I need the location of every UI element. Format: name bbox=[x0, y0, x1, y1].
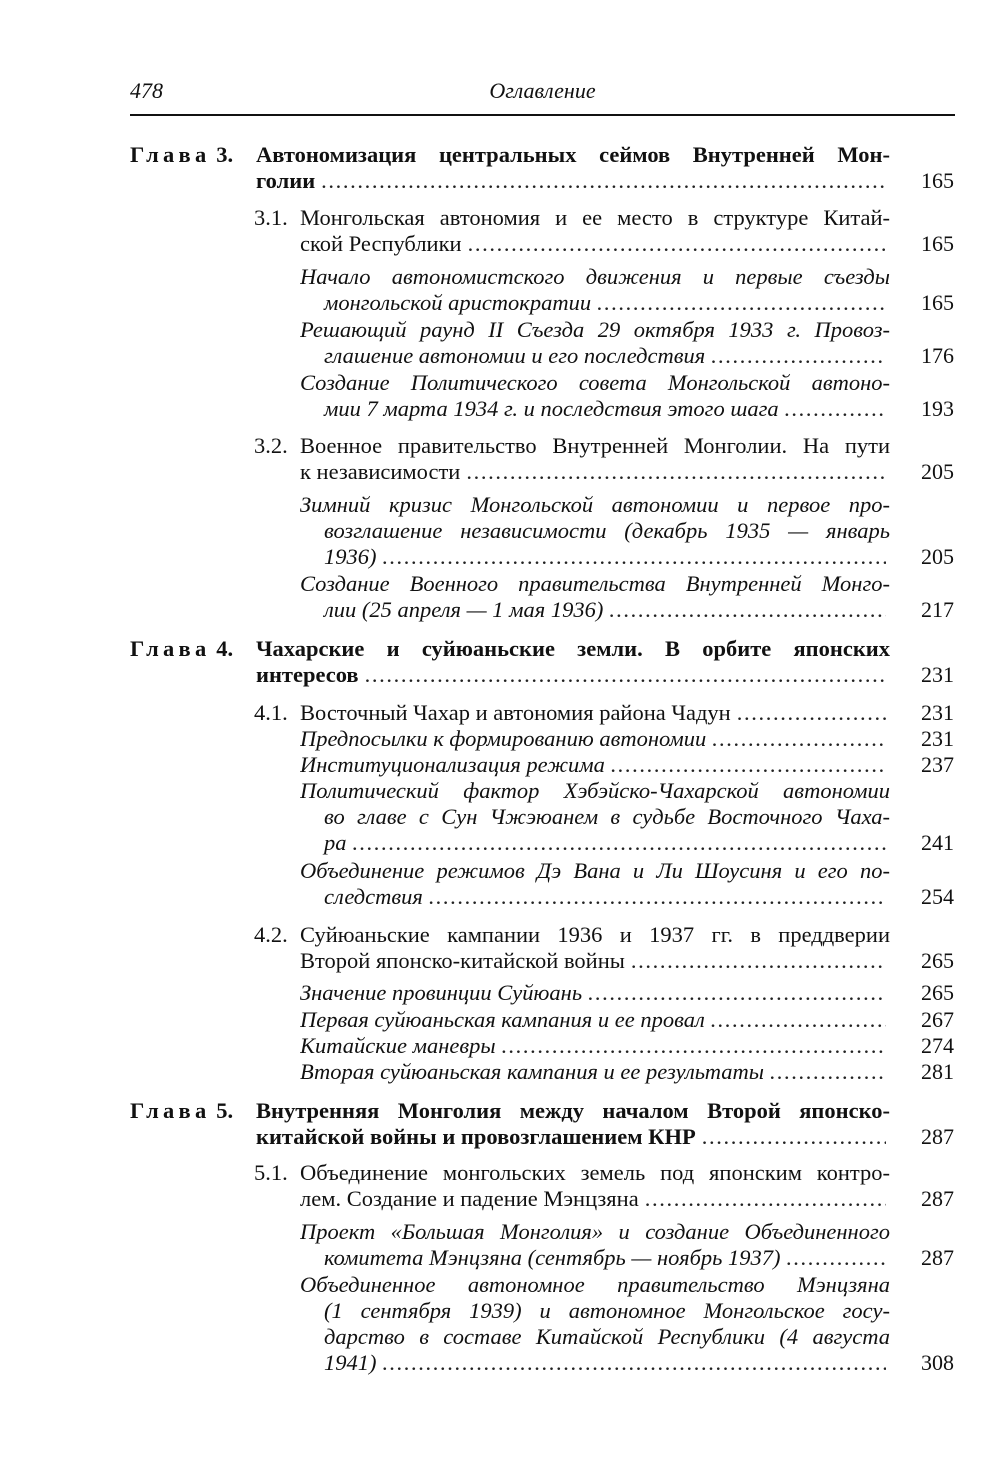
dot-leader bbox=[712, 726, 886, 752]
dot-leader bbox=[711, 343, 886, 369]
toc-subsection bbox=[0, 858, 954, 910]
toc-title bbox=[300, 370, 890, 422]
title-line: Автономизация центральных сеймов Внутренней Мон- bbox=[256, 142, 890, 167]
entry-number: 5.1. bbox=[254, 1160, 288, 1185]
toc-chapter bbox=[0, 1098, 954, 1150]
title-line bbox=[256, 168, 890, 194]
dot-leader bbox=[785, 396, 886, 422]
page-ref: 308 bbox=[921, 1350, 954, 1375]
page-ref: 241 bbox=[921, 830, 954, 855]
page-ref: 231 bbox=[921, 726, 954, 751]
toc-subsection bbox=[0, 752, 954, 778]
toc-title bbox=[256, 1098, 890, 1150]
title-line-text: китайской войны и провозглашением КНР bbox=[256, 1124, 696, 1149]
toc-title bbox=[300, 922, 890, 974]
toc-title bbox=[300, 205, 890, 257]
title-line: Чахарские и суйюаньские земли. В орбите японских bbox=[256, 636, 890, 661]
toc-subsection bbox=[0, 1272, 954, 1376]
dot-leader bbox=[702, 1124, 886, 1150]
toc-subsection bbox=[0, 317, 954, 369]
title-line bbox=[300, 1186, 890, 1212]
title-line bbox=[300, 980, 890, 1006]
title-line: Суйюаньские кампании 1936 и 1937 гг. в преддверии bbox=[300, 922, 890, 947]
title-line-text: комитета Мэнцзяна (сентябрь — ноябрь 1937) bbox=[324, 1245, 781, 1270]
running-title: Оглавление bbox=[489, 78, 596, 103]
dot-leader bbox=[770, 1059, 886, 1085]
title-line: Внутренняя Монголия между началом Второй японско- bbox=[256, 1098, 890, 1123]
title-line-text: Предпосылки к формированию автономии bbox=[300, 726, 707, 751]
chapter-label: Глава bbox=[130, 636, 211, 661]
title-line: Зимний кризис Монгольской автономии и первое про- bbox=[300, 492, 890, 517]
entry-number: 4.2. bbox=[254, 922, 288, 947]
title-line bbox=[300, 1059, 890, 1085]
toc-title bbox=[300, 492, 890, 570]
title-line bbox=[300, 726, 890, 752]
dot-leader bbox=[429, 884, 886, 910]
title-line: (1 сентября 1939) и автономное Монгольское госу- bbox=[324, 1298, 890, 1323]
toc-title bbox=[300, 1007, 890, 1033]
toc-subsection bbox=[0, 492, 954, 570]
toc-subsection bbox=[0, 980, 954, 1006]
title-line bbox=[300, 459, 890, 485]
entry-number: 4. bbox=[216, 636, 234, 661]
toc-subsection bbox=[0, 1007, 954, 1033]
title-line bbox=[256, 1124, 890, 1150]
toc-title bbox=[256, 636, 890, 688]
entry-number: 3.1. bbox=[254, 205, 288, 230]
toc-subsection bbox=[0, 264, 954, 316]
chapter-label: Глава bbox=[130, 142, 211, 167]
chapter-label: Глава bbox=[130, 1098, 211, 1123]
page-ref: 176 bbox=[921, 343, 954, 368]
title-line-text: Восточный Чахар и автономия района Чадун bbox=[300, 700, 731, 725]
dot-leader bbox=[502, 1033, 886, 1059]
page-ref: 217 bbox=[921, 597, 954, 622]
page-ref: 267 bbox=[921, 1007, 954, 1032]
toc-title bbox=[300, 1219, 890, 1271]
title-line-text: ра bbox=[324, 830, 347, 855]
title-line bbox=[300, 544, 890, 570]
title-line-text: 1941) bbox=[324, 1350, 377, 1375]
title-line: Монгольская автономия и ее место в структуре Китай- bbox=[300, 205, 890, 230]
dot-leader bbox=[711, 1007, 886, 1033]
title-line-text: Институционализация режима bbox=[300, 752, 605, 777]
title-line: Военное правительство Внутренней Монголии. На пути bbox=[300, 433, 890, 458]
toc-title bbox=[300, 571, 890, 623]
title-line bbox=[300, 884, 890, 910]
title-line bbox=[256, 662, 890, 688]
page-ref: 274 bbox=[921, 1033, 954, 1058]
dot-leader bbox=[645, 1186, 886, 1212]
toc-title bbox=[300, 1059, 890, 1085]
toc-section bbox=[0, 922, 954, 974]
title-line bbox=[300, 752, 890, 778]
dot-leader bbox=[787, 1245, 886, 1271]
title-line: Объединенное автономное правительство Мэнцзяна bbox=[300, 1272, 890, 1297]
toc-title bbox=[256, 142, 890, 194]
toc-title bbox=[300, 752, 890, 778]
toc-title bbox=[300, 778, 890, 856]
title-line: Объединение монгольских земель под японским контро- bbox=[300, 1160, 890, 1185]
title-line: дарство в составе Китайской Республики (4 августа bbox=[324, 1324, 890, 1349]
page-ref: 287 bbox=[921, 1245, 954, 1270]
toc-chapter bbox=[0, 142, 954, 194]
page-ref: 231 bbox=[921, 662, 954, 687]
dot-leader bbox=[597, 290, 886, 316]
toc-title bbox=[300, 980, 890, 1006]
toc-section bbox=[0, 433, 954, 485]
dot-leader bbox=[466, 459, 886, 485]
title-line: Начало автономистского движения и первые съезды bbox=[300, 264, 890, 289]
toc-subsection bbox=[0, 1059, 954, 1085]
title-line bbox=[300, 948, 890, 974]
page-ref: 165 bbox=[921, 168, 954, 193]
title-line bbox=[300, 1350, 890, 1376]
page-ref: 205 bbox=[921, 459, 954, 484]
title-line-text: ской Республики bbox=[300, 231, 462, 256]
entry-number: 3. bbox=[216, 142, 234, 167]
toc-title bbox=[300, 264, 890, 316]
dot-leader bbox=[609, 597, 886, 623]
toc-title bbox=[300, 858, 890, 910]
dot-leader bbox=[321, 168, 886, 194]
title-line: Проект «Большая Монголия» и создание Объединенного bbox=[300, 1219, 890, 1244]
title-line bbox=[300, 343, 890, 369]
dot-leader bbox=[383, 544, 887, 570]
title-line: Создание Политического совета Монгольской автоно- bbox=[300, 370, 890, 395]
page-ref: 287 bbox=[921, 1124, 954, 1149]
title-line-text: Первая суйюаньская кампания и ее провал bbox=[300, 1007, 705, 1032]
dot-leader bbox=[383, 1350, 887, 1376]
toc-subsection bbox=[0, 1219, 954, 1271]
title-line: возглашение независимости (декабрь 1935 — январь bbox=[324, 518, 890, 543]
title-line: Объединение режимов Дэ Вана и Ли Шоусиня и его по- bbox=[300, 858, 890, 883]
dot-leader bbox=[468, 231, 886, 257]
toc-number bbox=[130, 142, 248, 168]
page-ref: 281 bbox=[921, 1059, 954, 1084]
page-number: 478 bbox=[130, 78, 163, 103]
page-header bbox=[130, 78, 955, 116]
page-ref: 193 bbox=[921, 396, 954, 421]
dot-leader bbox=[365, 662, 886, 688]
page-ref: 265 bbox=[921, 948, 954, 973]
page-ref: 231 bbox=[921, 700, 954, 725]
title-line: Решающий раунд II Съезда 29 октября 1933 г. Провоз- bbox=[300, 317, 890, 342]
toc-subsection bbox=[0, 1033, 954, 1059]
title-line bbox=[300, 1007, 890, 1033]
title-line-text: к независимости bbox=[300, 459, 461, 484]
entry-number: 4.1. bbox=[254, 700, 288, 725]
title-line-text: следствия bbox=[324, 884, 423, 909]
title-line-text: глашение автономии и его последствия bbox=[324, 343, 706, 368]
title-line-text: интересов bbox=[256, 662, 359, 687]
toc-subsection bbox=[0, 778, 954, 856]
title-line bbox=[300, 290, 890, 316]
toc-title bbox=[300, 700, 890, 726]
page-ref: 237 bbox=[921, 752, 954, 777]
title-line: Политический фактор Хэбэйско-Чахарской автономии bbox=[300, 778, 890, 803]
toc-section bbox=[0, 205, 954, 257]
toc-subsection bbox=[0, 726, 954, 752]
title-line-text: Вторая суйюаньская кампания и ее результаты bbox=[300, 1059, 764, 1084]
toc-title bbox=[300, 317, 890, 369]
page-ref: 254 bbox=[921, 884, 954, 909]
toc-title bbox=[300, 433, 890, 485]
page-ref: 205 bbox=[921, 544, 954, 569]
page-ref: 265 bbox=[921, 980, 954, 1005]
toc-section bbox=[0, 1160, 954, 1212]
title-line-text: монгольской аристократии bbox=[324, 290, 592, 315]
title-line-text: Второй японско-китайской войны bbox=[300, 948, 625, 973]
toc-title bbox=[300, 726, 890, 752]
title-line-text: Китайские маневры bbox=[300, 1033, 496, 1058]
toc-subsection bbox=[0, 571, 954, 623]
title-line-text: лем. Создание и падение Мэнцзяна bbox=[300, 1186, 639, 1211]
title-line bbox=[300, 1245, 890, 1271]
dot-leader bbox=[631, 948, 886, 974]
toc-subsection bbox=[0, 370, 954, 422]
toc-title bbox=[300, 1033, 890, 1059]
dot-leader bbox=[737, 700, 886, 726]
toc-section bbox=[0, 700, 954, 726]
title-line bbox=[300, 700, 890, 726]
title-line-text: голии bbox=[256, 168, 316, 193]
title-line: во главе с Сун Чжэюанем в судьбе Восточного Чаха- bbox=[324, 804, 890, 829]
toc-title bbox=[300, 1272, 890, 1376]
title-line bbox=[300, 597, 890, 623]
title-line-text: 1936) bbox=[324, 544, 377, 569]
title-line bbox=[300, 396, 890, 422]
title-line-text: лии (25 апреля — 1 мая 1936) bbox=[324, 597, 604, 622]
dot-leader bbox=[588, 980, 886, 1006]
toc-number bbox=[130, 636, 248, 662]
toc-number bbox=[130, 1098, 248, 1124]
title-line-text: Значение провинции Суйюань bbox=[300, 980, 583, 1005]
title-line: Создание Военного правительства Внутренней Монго- bbox=[300, 571, 890, 596]
dot-leader bbox=[611, 752, 886, 778]
toc-title bbox=[300, 1160, 890, 1212]
dot-leader bbox=[353, 830, 887, 856]
entry-number: 5. bbox=[216, 1098, 234, 1123]
page-ref: 165 bbox=[921, 290, 954, 315]
entry-number: 3.2. bbox=[254, 433, 288, 458]
page-ref: 165 bbox=[921, 231, 954, 256]
page-ref: 287 bbox=[921, 1186, 954, 1211]
title-line-text: мии 7 марта 1934 г. и последствия этого шага bbox=[324, 396, 779, 421]
title-line bbox=[300, 231, 890, 257]
toc-chapter bbox=[0, 636, 954, 688]
title-line bbox=[300, 830, 890, 856]
title-line bbox=[300, 1033, 890, 1059]
